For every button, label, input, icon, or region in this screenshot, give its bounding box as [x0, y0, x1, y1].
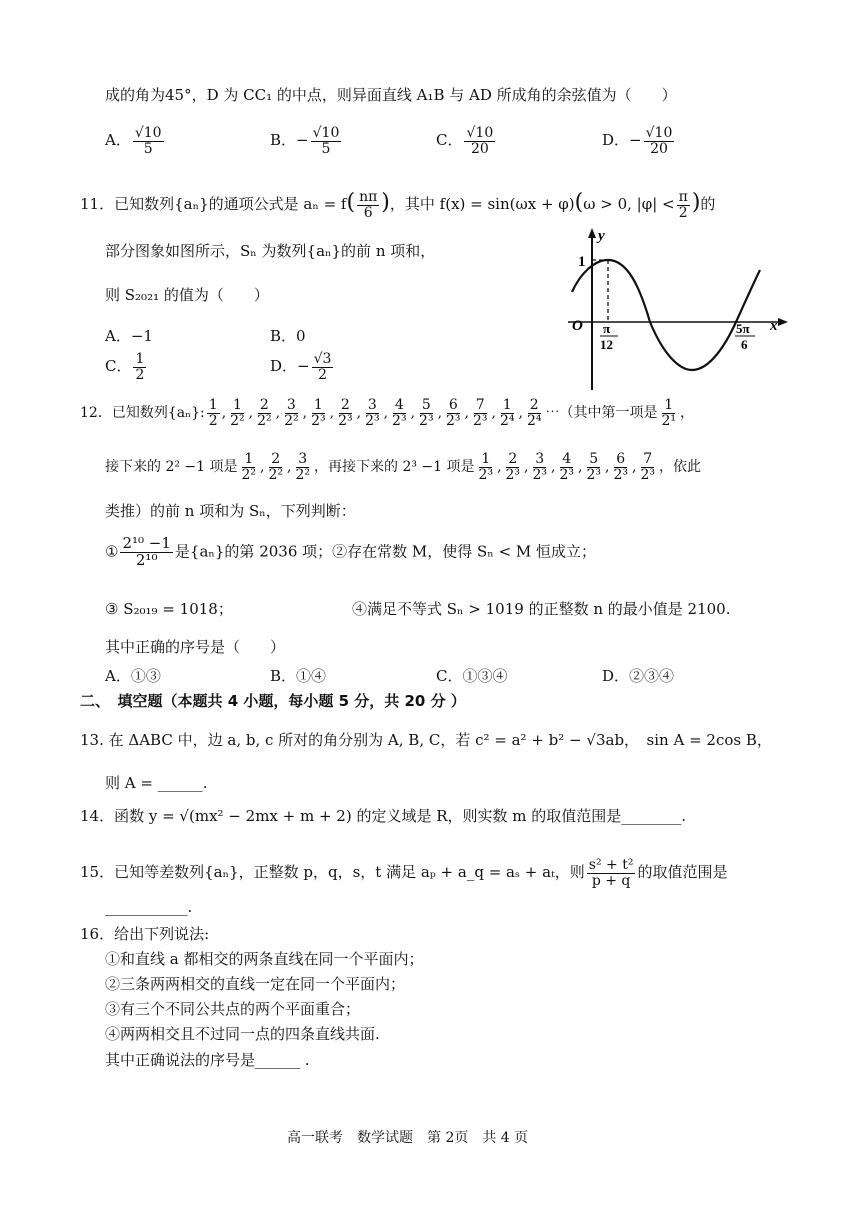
- q14-line: 14．函数 y = √(mx² − 2mx + m + 2) 的定义域是 R，则实数 m 的取值范围是________.: [80, 807, 687, 825]
- seq-term: $\frac{5}{\text{2³}}$: [419, 397, 434, 429]
- seq3-term: $\frac{7}{\text{2³}}$: [640, 451, 655, 483]
- y-axis-arrow: [588, 228, 596, 238]
- q11-option-a: A．−1: [105, 327, 153, 345]
- x-label: x: [770, 318, 778, 334]
- seq2-term: $\frac{2}{\text{2²}}$: [268, 451, 284, 483]
- q12-line3: 类推）的前 n 项和为 Sₙ，下列判断：: [105, 502, 356, 520]
- seq-term: $\frac{3}{\text{2³}}$: [365, 397, 380, 429]
- q16-ask: 其中正确说法的序号是______ .: [105, 1051, 310, 1069]
- q10-option-a: A． $\frac{√10}{5}$: [105, 125, 162, 157]
- q13-line1: 13. 在 ΔABC 中，边 a, b, c 所对的角分别为 A, B, C，若 c² = a² + b² − √3ab， sin A = 2cos B，: [80, 731, 772, 749]
- origin-label: O: [572, 318, 583, 334]
- q12-option-a: A．①③: [105, 667, 161, 685]
- section-2-heading: 二、 填空题（本题共 4 小题，每小题 5 分，共 20 分 ）: [80, 692, 466, 710]
- q16-item-1: ①和直线 a 都相交的两条直线在同一个平面内；: [105, 950, 424, 968]
- q12-option-c: C．①③④: [436, 667, 508, 685]
- q12-ask: 其中正确的序号是（ ）: [105, 638, 286, 656]
- q16-item-3: ③有三个不同公共点的两个平面重合；: [105, 1000, 361, 1018]
- q12-sequence: $\frac{1}{2}$ , $\frac{1}{\text{2²}}$ , $\frac{2}{\text{2²}}$ , $\frac{3}{\text{2²}}$ , $\frac{1}{\text{2³}}$ , $\frac{2}{\text{2³}}$ , $\frac{3}{\text{2³}}$ , $\frac{4}{\text{2³}}$ , $\frac{5}{\text{2³}}$ , $\frac{6}{\text{2³}}$ , $\frac{7}{\text{2³}}$ , $\frac{1}{\text{2⁴}}$ , $\frac{2}{\text{2⁴}}$: [208, 397, 542, 429]
- q15-line2: ___________.: [105, 898, 193, 916]
- q12-option-d: D．②③④: [602, 667, 675, 685]
- q11-option-b: B．0: [270, 327, 306, 345]
- seq3-term: $\frac{2}{\text{2³}}$: [505, 451, 521, 483]
- seq-term: $\frac{1}{2}$: [208, 397, 218, 429]
- q11-line2: 部分图象如图所示，Sₙ 为数列{aₙ}的前 n 项和，: [105, 242, 436, 260]
- q15-line1: 15．已知等差数列{aₙ}，正整数 p，q，s，t 满足 aₚ + a_q = aₛ + aₜ，则 $\frac{\text{s² + t²}}{p + q}$ 的取值范围是: [80, 857, 728, 889]
- x-tick2-den: 6: [741, 337, 748, 352]
- q10-option-c: C． $\frac{√10}{20}$: [436, 125, 494, 157]
- q10-option-b: B．− $\frac{√10}{5}$: [270, 125, 340, 157]
- seq2-term: $\frac{3}{\text{2²}}$: [295, 451, 311, 483]
- q11-line1: 11．已知数列{aₙ}的通项公式是 aₙ = f( $\frac{n\pi}{6}$ )，其中 f(x) = sin(ωx + φ)(ω > 0, |φ| < $\frac{\pi}{2}$ )的: [80, 189, 716, 221]
- seq3-term: $\frac{1}{\text{2³}}$: [478, 451, 494, 483]
- seq-term: $\frac{2}{\text{2⁴}}$: [526, 397, 542, 429]
- q16-item-2: ②三条两两相交的直线一定在同一个平面内；: [105, 975, 406, 993]
- q11-line3: 则 S₂₀₂₁ 的值为（ ）: [105, 286, 269, 304]
- q12-sequence2: $\frac{1}{\text{2²}}$ , $\frac{2}{\text{2²}}$ , $\frac{3}{\text{2²}}$: [241, 451, 311, 483]
- seq-term: $\frac{4}{\text{2³}}$: [392, 397, 407, 429]
- seq-term: $\frac{2}{\text{2³}}$: [338, 397, 353, 429]
- sine-graph: [560, 226, 790, 394]
- q12-sequence3: $\frac{1}{\text{2³}}$ , $\frac{2}{\text{2³}}$ , $\frac{3}{\text{2³}}$ , $\frac{4}{\text{2³}}$ , $\frac{5}{\text{2³}}$ , $\frac{6}{\text{2³}}$ , $\frac{7}{\text{2³}}$: [478, 451, 655, 483]
- q12-line1: 12．已知数列{aₙ}: $\frac{1}{2}$ , $\frac{1}{\text{2²}}$ , $\frac{2}{\text{2²}}$ , $\frac{3}{\text{2²}}$ , $\frac{1}{\text{2³}}$ , $\frac{2}{\text{2³}}$ , $\frac{3}{\text{2³}}$ , $\frac{4}{\text{2³}}$ , $\frac{5}{\text{2³}}$ , $\frac{6}{\text{2³}}$ , $\frac{7}{\text{2³}}$ , $\frac{1}{\text{2⁴}}$ , $\frac{2}{\text{2⁴}}$ ⋯（其中第一项是 $\frac{1}{\text{2¹}}$ ，: [80, 397, 695, 429]
- y-label: y: [598, 228, 605, 244]
- q11-option-d: D．− $\frac{√3}{2}$: [270, 351, 332, 383]
- x-tick1-den: 12: [600, 337, 613, 352]
- q12-line2: 接下来的 2² −1 项是 $\frac{1}{\text{2²}}$ , $\frac{2}{\text{2²}}$ , $\frac{3}{\text{2²}}$ ，再接下来的 2³ −1 项是 $\frac{1}{\text{2³}}$ , $\frac{2}{\text{2³}}$ , $\frac{3}{\text{2³}}$ , $\frac{4}{\text{2³}}$ , $\frac{5}{\text{2³}}$ , $\frac{6}{\text{2³}}$ , $\frac{7}{\text{2³}}$ ，依此: [105, 451, 701, 483]
- seq-term: $\frac{1}{\text{2²}}$: [230, 397, 245, 429]
- seq3-term: $\frac{4}{\text{2³}}$: [559, 451, 575, 483]
- q11-option-c: C． $\frac{1}{2}$: [105, 351, 145, 383]
- sine-curve: [572, 260, 760, 370]
- q12-option-b: B．①④: [270, 667, 327, 685]
- x-axis-arrow: [778, 318, 788, 326]
- x-tick1-num: π: [603, 321, 611, 336]
- seq-term: $\frac{7}{\text{2³}}$: [473, 397, 488, 429]
- q10-option-d: D．− $\frac{√10}{20}$: [602, 125, 673, 157]
- seq3-term: $\frac{6}{\text{2³}}$: [613, 451, 628, 483]
- seq3-term: $\frac{3}{\text{2³}}$: [532, 451, 548, 483]
- seq-term: $\frac{3}{\text{2²}}$: [284, 397, 299, 429]
- seq3-term: $\frac{5}{\text{2³}}$: [586, 451, 601, 483]
- q16-head: 16．给出下列说法:: [80, 925, 210, 943]
- q10-text: 成的角为45°，D 为 CC₁ 的中点，则异面直线 A₁B 与 AD 所成角的余弦值为（ ）: [105, 86, 677, 104]
- q12-statement-3: ③ S₂₀₁₉ = 1018；: [105, 600, 233, 618]
- q16-item-4: ④两两相交且不过同一点的四条直线共面.: [105, 1025, 380, 1043]
- seq-term: $\frac{2}{\text{2²}}$: [257, 397, 272, 429]
- q12-statement-4: ④满足不等式 Sₙ > 1019 的正整数 n 的最小值是 2100.: [352, 600, 731, 618]
- seq-term: $\frac{1}{\text{2³}}$: [311, 397, 326, 429]
- seq-term: $\frac{1}{\text{2⁴}}$: [499, 397, 515, 429]
- seq2-term: $\frac{1}{\text{2²}}$: [241, 451, 257, 483]
- q13-line2: 则 A = ______.: [105, 774, 208, 792]
- q12-statement-1-2: ① $\frac{\text{2¹⁰ −1}}{\text{2¹⁰}}$ 是{aₙ}的第 2036 项；②存在常数 M，使得 Sₙ < M 恒成立；: [105, 534, 597, 569]
- seq-term: $\frac{6}{\text{2³}}$: [446, 397, 461, 429]
- x-tick2-num: 5π: [736, 321, 750, 336]
- y-tick-label: 1: [578, 254, 586, 270]
- page-footer: 高一联考 数学试题 第 2页 共 4 页: [287, 1130, 529, 1146]
